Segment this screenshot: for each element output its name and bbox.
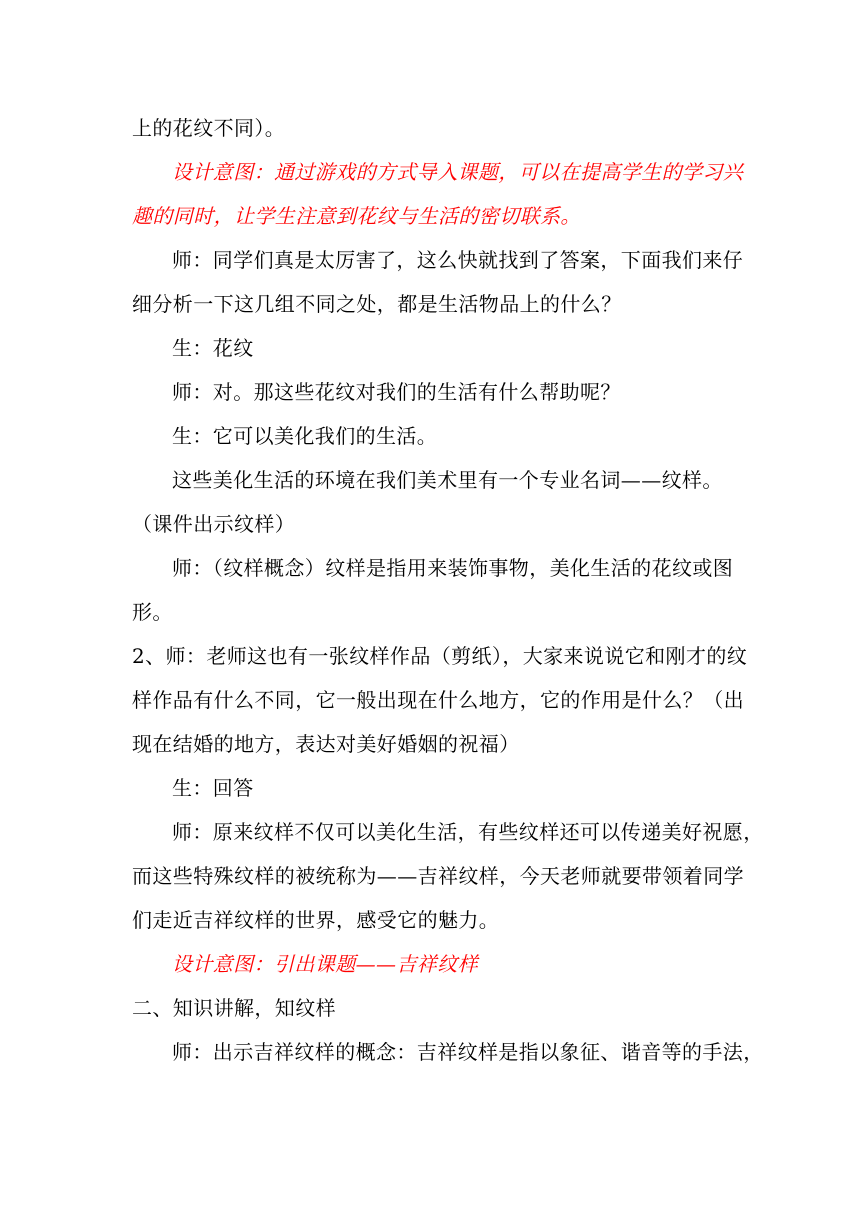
numbered-step-line-cont: 现在结婚的地方，表达对美好婚姻的祝福）: [132, 732, 520, 756]
teacher-line: 师：（纹样概念）纹样是指用来装饰事物，美化生活的花纹或图: [172, 556, 734, 580]
teacher-line: 师：对。那这些花纹对我们的生活有什么帮助呢？: [172, 380, 621, 404]
design-intent-note: 设计意图：引出课题——吉祥纹样: [172, 952, 478, 976]
teacher-line-cont: 形。: [132, 600, 173, 624]
design-intent-note: [132, 150, 744, 194]
student-line: 生：回答: [172, 776, 254, 800]
narration-line-cont: （课件出示纹样）: [132, 512, 296, 536]
teacher-line-cont: 们走近吉祥纹样的世界，感受它的魅力。: [132, 908, 500, 932]
teacher-line: 师：出示吉祥纹样的概念：吉祥纹样是指以象征、谐音等的手法，: [172, 1040, 764, 1064]
teacher-line: 师：原来纹样不仅可以美化生活，有些纹样还可以传递美好祝愿，: [172, 820, 764, 844]
teacher-line-cont: 而这些特殊纹样的被统称为——吉祥纹样，今天老师就要带领着同学: [132, 864, 744, 888]
paragraph-line: 上的花纹不同）。: [132, 116, 286, 140]
design-intent-line: 设计意图：通过游戏的方式导入课题，可以在提高学生的学习兴: [172, 160, 744, 184]
narration-line: 这些美化生活的环境在我们美术里有一个专业名词——纹样。: [172, 468, 723, 492]
teacher-line-cont: 细分析一下这几组不同之处，都是生活物品上的什么？: [132, 292, 622, 316]
design-intent-line: 趣的同时，让学生注意到花纹与生活的密切联系。: [132, 204, 581, 228]
student-line: 生：花纹: [172, 336, 254, 360]
design-intent-note-cont: [132, 194, 732, 238]
student-line: 生：它可以美化我们的生活。: [172, 424, 438, 448]
teacher-line: 师：同学们真是太厉害了，这么快就找到了答案，下面我们来仔: [172, 248, 744, 272]
numbered-step-line-cont: 样作品有什么不同，它一般出现在什么地方，它的作用是什么？（出: [132, 688, 744, 712]
document-page: [132, 106, 764, 1074]
section-heading: 二、知识讲解，知纹样: [132, 996, 336, 1020]
numbered-step-line: 2、师：老师这也有一张纹样作品（剪纸），大家来说说它和刚才的纹: [132, 644, 748, 668]
